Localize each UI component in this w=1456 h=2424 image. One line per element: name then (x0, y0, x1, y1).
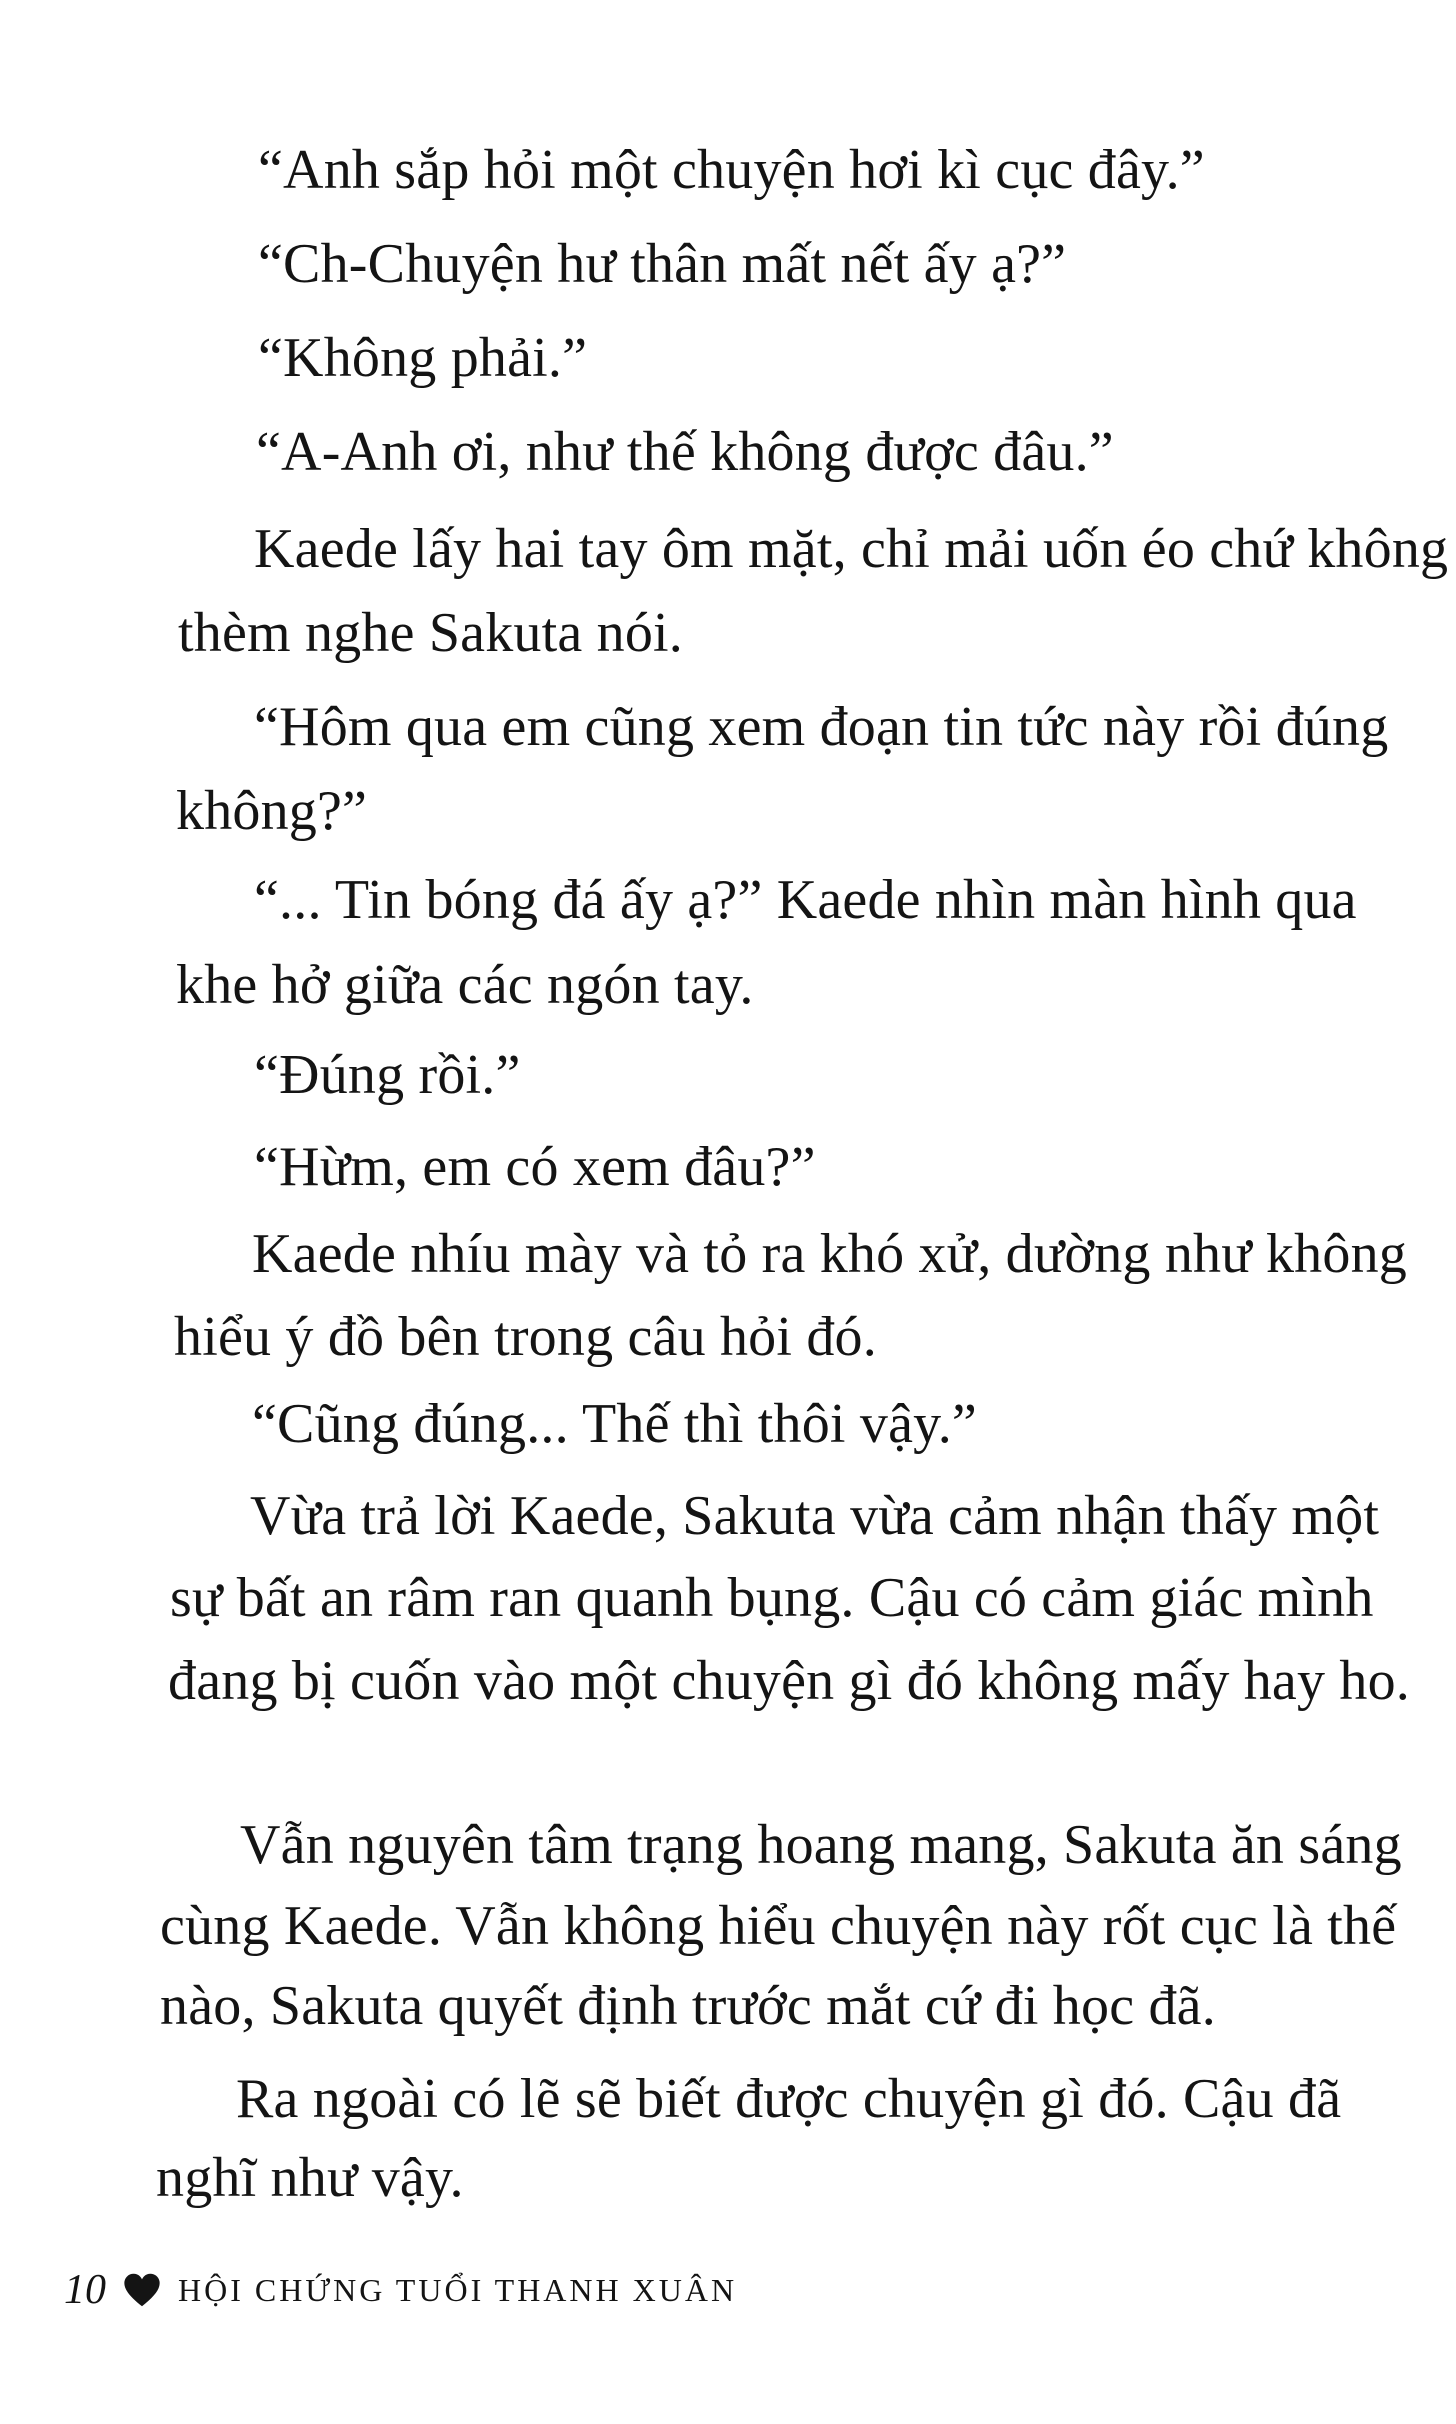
book-title: HỘI CHỨNG TUỔI THANH XUÂN (178, 2271, 738, 2308)
page-footer (64, 2260, 737, 2320)
heart-icon (122, 2270, 162, 2310)
book-page: “Anh sắp hỏi một chuyện hơi kì cục đây.” “Ch-Chuyện hư thân mất nết ấy ạ?” “Không phải.” “A-Anh ơi, như thế không được đâu.” Kaede lấy hai tay ôm mặt, chỉ mải uốn éo chứ không thèm nghe Sakuta nói. “Hôm qua em cũng xem đoạn tin tức này rồi đúng không?” “... Tin bóng đá ấy ạ?” Kaede nhìn màn hình qua khe hở giữa các ngón tay. “Đúng rồi.” “Hừm, em có xem đâu?” Kaede nhíu mày và tỏ ra khó xử, dường như không hiểu ý đồ bên trong câu hỏi đó. “Cũng đúng... Thế thì thôi vậy.” Vừa trả lời Kaede, Sakuta vừa cảm nhận thấy một sự bất an râm ran quanh bụng. Cậu có cảm giác mình đang bị cuốn vào một chuyện gì đó không mấy hay ho. Vẫn nguyên tâm trạng hoang mang, Sakuta ăn sáng cùng Kaede. Vẫn không hiểu chuyện này rốt cục là thế nào, Sakuta quyết định trước mắt cứ đi học đã. Ra ngoài có lẽ sẽ biết được chuyện gì đó. Cậu đã nghĩ như vậy. 10 HỘI CHỨNG TUỔI THANH XUÂN (0, 0, 1456, 2424)
page-number: 10 (64, 2267, 106, 2313)
